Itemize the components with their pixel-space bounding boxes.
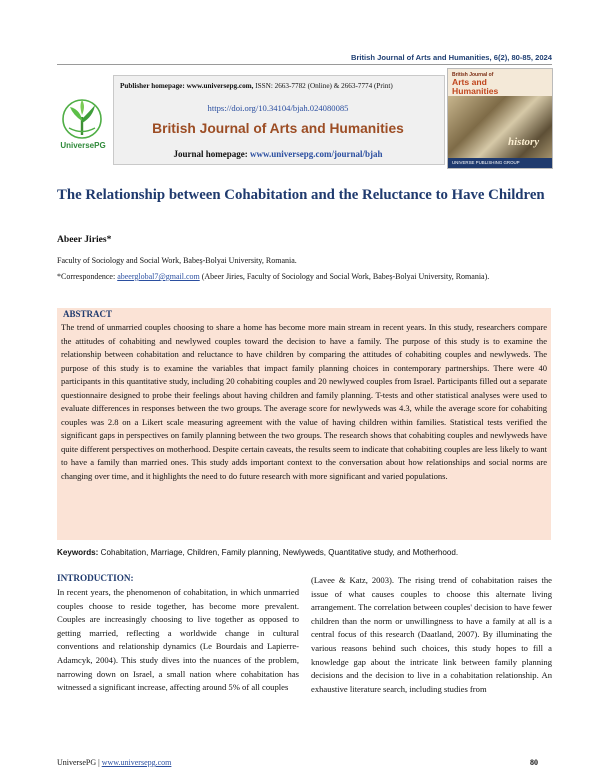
publisher-line: [120, 82, 440, 90]
footer-publisher: [57, 758, 171, 767]
correspondence-label: *Correspondence:: [57, 272, 116, 281]
running-header: British Journal of Arts and Humanities, 6(2), 80-85, 2024: [350, 53, 552, 62]
page-number: 80: [530, 758, 538, 767]
footer-publisher-name: UniversePG |: [57, 758, 100, 767]
keywords: [57, 548, 551, 557]
introduction-left-column: In recent years, the phenomenon of cohabitation, in which unmarried couples choose to reside together, has become more prevalent. Couples are increasingly choosing to live together as opposed to getting married, reflecting a worldwide change in cultural conventions and relationship dynamics (Le Bourdais and Lapierre-Adamcyk, 2004). This study dives into the nuances of the problem, narrowing down on Israel, a small nation where cohabitation has witnessed a significant increase, affecting around 5% of all couples: [57, 587, 299, 693]
logo-text: UniversePG: [60, 141, 106, 150]
issn: ISSN: 2663-7782 (Online) & 2663-7774 (Print): [255, 82, 393, 90]
journal-cover: [447, 68, 553, 169]
correspondence-details: (Abeer Jiries, Faculty of Sociology and Social Work, Babeș-Bolyai University, Romania).: [201, 272, 490, 281]
journal-homepage-label: Journal homepage:: [173, 149, 248, 159]
abstract-text: The trend of unmarried couples choosing to share a home has become more main stream in recent years. In this study, researchers compare the attitudes of cohabiting and newlywed couples toward the decision to have a family. The purpose of this study is to examine the relationship between cohabitation and reluctance to have children by comparing the attitudes of cohabiting couples and newlyweds. The purpose of this study is to examine the variables that impact family planning choices in contemporary partnerships. There were 40 participants in this quantitative study, including 20 cohabiting couples and 20 newlywed couples from Israel. Participants filled out a separate questionnaire designed to probe their feelings about having children and family planning. T-tests and other statistical analyses were used to evaluate differences in responses between the two groups. The average score for newlyweds was 4.3, while the average score for cohabiting couples was 2.8 on a Likert scale measuring agreement with the value of having children within families. Statistical tests verified the significant gaps in perspectives on family planning between the two groups. The research shows that cohabiting couples and newlyweds have quite different perspectives on motherhood. Despite certain caveats, the results seem to indicate that cohabiting couples are less likely to want to have a family than married ones. This study adds important context to the conversation about how relationships and social norms are changing over time, and it highlights the need to do future research with more significant and varied populations.: [61, 322, 547, 481]
article-title: The Relationship between Cohabitation and the Reluctance to Have Children: [57, 187, 545, 203]
introduction-heading: INTRODUCTION:: [57, 573, 134, 583]
abstract-heading: ABSTRACT: [63, 309, 113, 319]
keywords-label: Keywords:: [57, 548, 99, 557]
keywords-list: Cohabitation, Marriage, Children, Family planning, Newlyweds, Quantitative study, and Motherhood.: [100, 548, 459, 557]
publisher-homepage-link[interactable]: www.universepg.com,: [186, 82, 254, 90]
cover-big-title: [452, 78, 498, 95]
correspondence-email[interactable]: abeerglobal7@gmail.com: [117, 272, 200, 281]
cover-image: [448, 96, 552, 158]
cover-publisher: UNIVERSE PUBLISHING GROUP: [452, 159, 520, 165]
publisher-homepage-label: Publisher homepage:: [120, 82, 185, 90]
journal-name: British Journal of Arts and Humanities: [152, 121, 404, 136]
footer-link[interactable]: www.universepg.com: [101, 758, 172, 767]
cover-title-line-2: Humanities: [452, 85, 499, 96]
author: Abeer Jiries*: [57, 234, 112, 245]
doi-link[interactable]: https://doi.org/10.34104/bjah.024080085: [207, 103, 349, 113]
header-rule: [57, 64, 552, 65]
journal-homepage-line: [113, 149, 443, 159]
journal-homepage-link[interactable]: www.universepg.com/journal/bjah: [249, 149, 383, 159]
affiliation: Faculty of Sociology and Social Work, Babeș-Bolyai University, Romania.: [57, 256, 297, 265]
introduction-right-column: (Lavee & Katz, 2003). The rising trend of cohabitation raises the issue of what causes couples to choose this alternate living arrangement. The correlation between couples' decision to have fewer children than the norm or unwillingness to have a family at all is a central focus of this research (Daatland, 2007). By illuminating the various reasons behind such choices, this study hopes to fill a knowledge gap about the intricate link between family planning decisions and the decision to live in a cohabitation relationship. An exhaustive literature search, including studies from: [311, 575, 552, 694]
cover-image-word: history: [508, 136, 540, 148]
cover-title-line-1: Arts and: [452, 77, 487, 87]
cover-small-title: British Journal of: [452, 72, 494, 78]
correspondence: [57, 271, 551, 283]
